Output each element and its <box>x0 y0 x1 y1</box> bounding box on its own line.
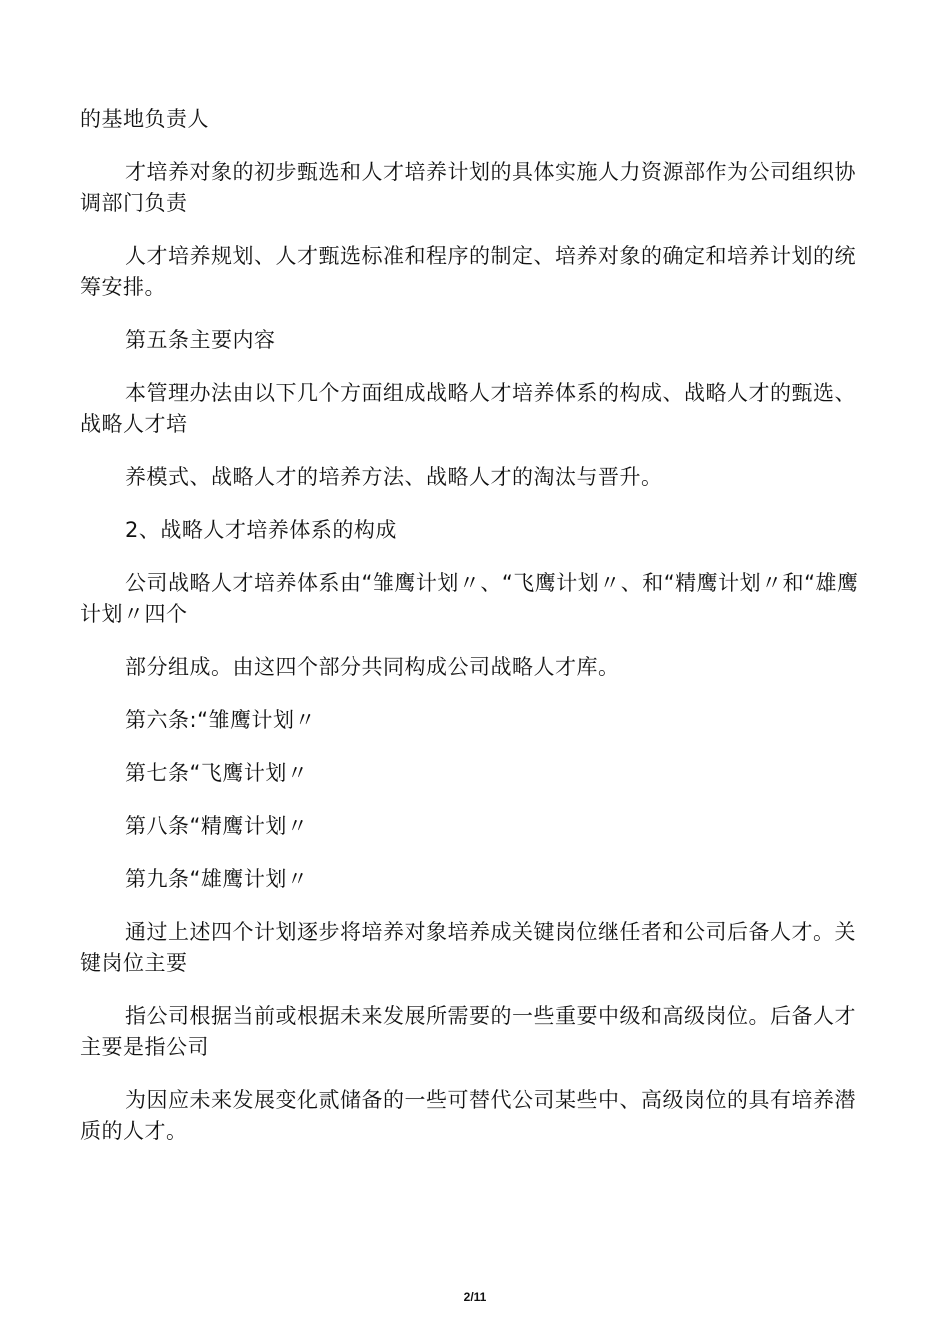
paragraph: 养模式、战略人才的培养方法、战略人才的淘汰与晋升。 <box>125 465 663 489</box>
paragraph: 公司战略人才培养体系由“雏鹰计划〃、“飞鹰计划〃、和“精鹰计划〃和“雄鹰计划〃四个 <box>80 571 859 626</box>
paragraph: 人才培养规划、人才甄选标准和程序的制定、培养对象的确定和培养计划的统筹安排。 <box>80 244 856 299</box>
section-heading: 第五条主要内容 <box>125 328 276 352</box>
page-number: 2/11 <box>463 1290 487 1304</box>
section-heading: 2、战略人才培养体系的构成 <box>125 518 397 542</box>
document-body <box>80 104 860 1169</box>
section-heading: 第七条“飞鹰计划〃 <box>125 761 309 785</box>
section-heading: 第八条“精鹰计划〃 <box>125 814 309 838</box>
paragraph: 才培养对象的初步甄选和人才培养计划的具体实施人力资源部作为公司组织协调部门负责 <box>80 160 856 215</box>
paragraph: 为因应未来发展变化贰储备的一些可替代公司某些中、高级岗位的具有培养潜质的人才。 <box>80 1088 856 1143</box>
section-heading: 第六条:“雏鹰计划〃 <box>125 708 316 732</box>
paragraph: 本管理办法由以下几个方面组成战略人才培养体系的构成、战略人才的甄选、战略人才培 <box>80 381 856 436</box>
section-heading: 第九条“雄鹰计划〃 <box>125 867 309 891</box>
paragraph: 部分组成。由这四个部分共同构成公司战略人才库。 <box>125 655 620 679</box>
paragraph: 通过上述四个计划逐步将培养对象培养成关键岗位继任者和公司后备人才。关键岗位主要 <box>80 920 856 975</box>
paragraph: 指公司根据当前或根据未来发展所需要的一些重要中级和高级岗位。后备人才主要是指公司 <box>80 1004 856 1059</box>
paragraph: 的基地负责人 <box>80 107 209 131</box>
